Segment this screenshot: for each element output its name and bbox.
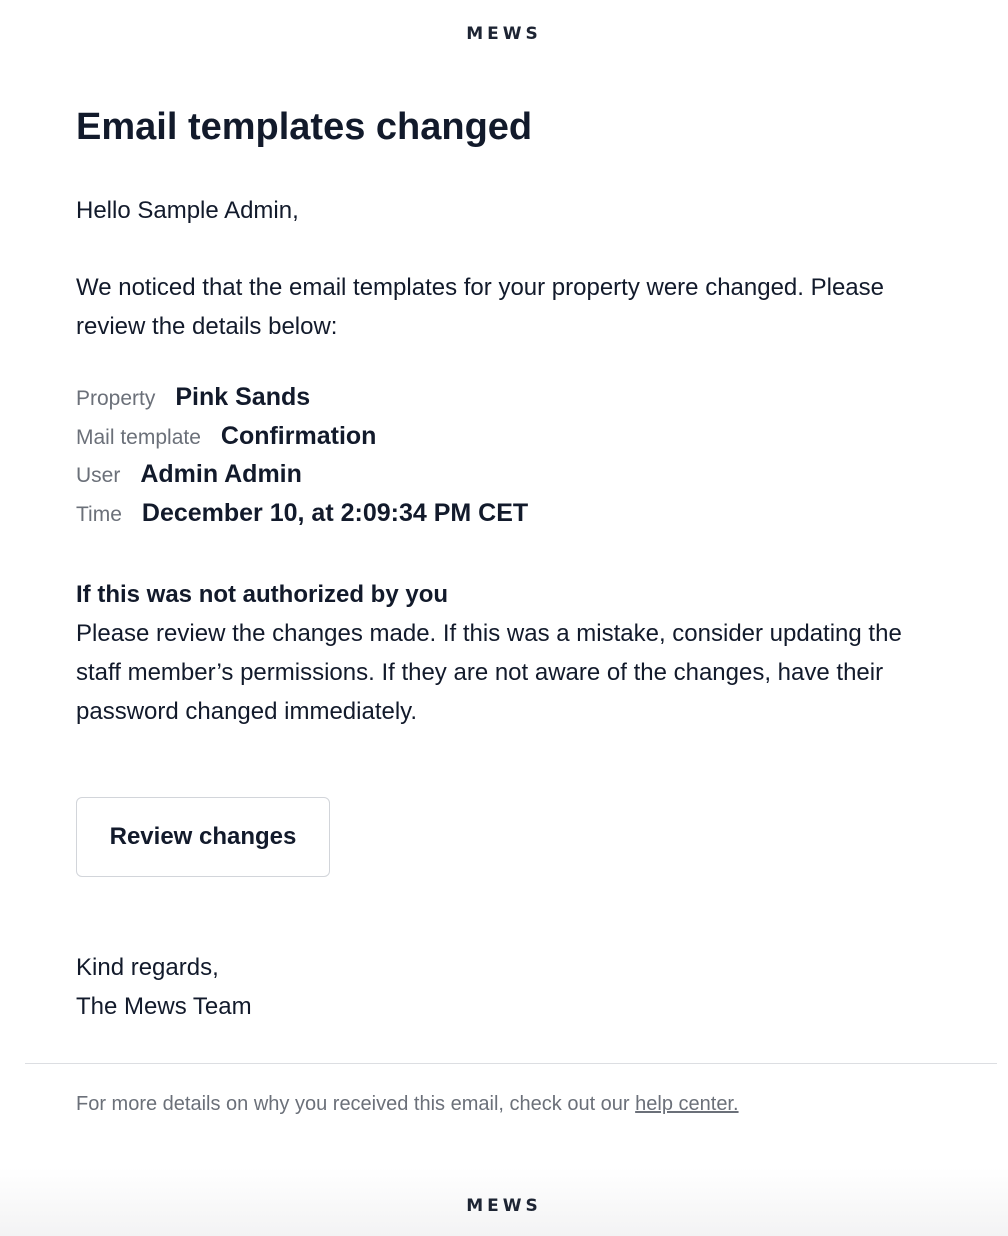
detail-value: Admin Admin xyxy=(140,460,302,489)
review-changes-button[interactable]: Review changes xyxy=(76,797,330,877)
detail-label: Property xyxy=(76,387,156,410)
signoff-team: The Mews Team xyxy=(76,993,252,1020)
warning-title: If this was not authorized by you xyxy=(76,581,449,608)
intro-text: We noticed that the email templates for your property were changed. Please review the details below: xyxy=(76,274,884,340)
detail-value: Confirmation xyxy=(220,421,377,450)
detail-row-property xyxy=(76,383,528,422)
signoff-regards: Kind regards, xyxy=(76,954,219,981)
detail-row-time xyxy=(76,499,528,538)
detail-row-user xyxy=(76,460,528,499)
mews-logo-bottom: MEWS xyxy=(466,1196,542,1216)
warning-body: Please review the changes made. If this was a mistake, consider updating the staff member’s permissions. If they are not aware of the changes, have their password changed immediately. xyxy=(76,620,902,725)
email-title: Email templates changed xyxy=(76,106,533,148)
detail-value: Pink Sands xyxy=(175,383,311,411)
detail-row-mail-template xyxy=(76,422,528,461)
detail-label: Mail template xyxy=(76,425,201,449)
footer-note xyxy=(76,1093,739,1116)
change-details xyxy=(76,383,528,538)
detail-value: December 10, at 2:09:34 PM CET xyxy=(141,499,529,528)
help-center-link[interactable]: help center. xyxy=(635,1093,739,1115)
footer-divider xyxy=(25,1063,997,1064)
signoff xyxy=(76,948,252,1026)
footer-note-text: For more details on why you received this email, check out our xyxy=(76,1093,636,1115)
mews-logo-top: MEWS xyxy=(466,24,542,44)
greeting: Hello Sample Admin, xyxy=(76,197,299,224)
detail-label: Time xyxy=(76,503,122,527)
detail-label: User xyxy=(76,464,121,488)
